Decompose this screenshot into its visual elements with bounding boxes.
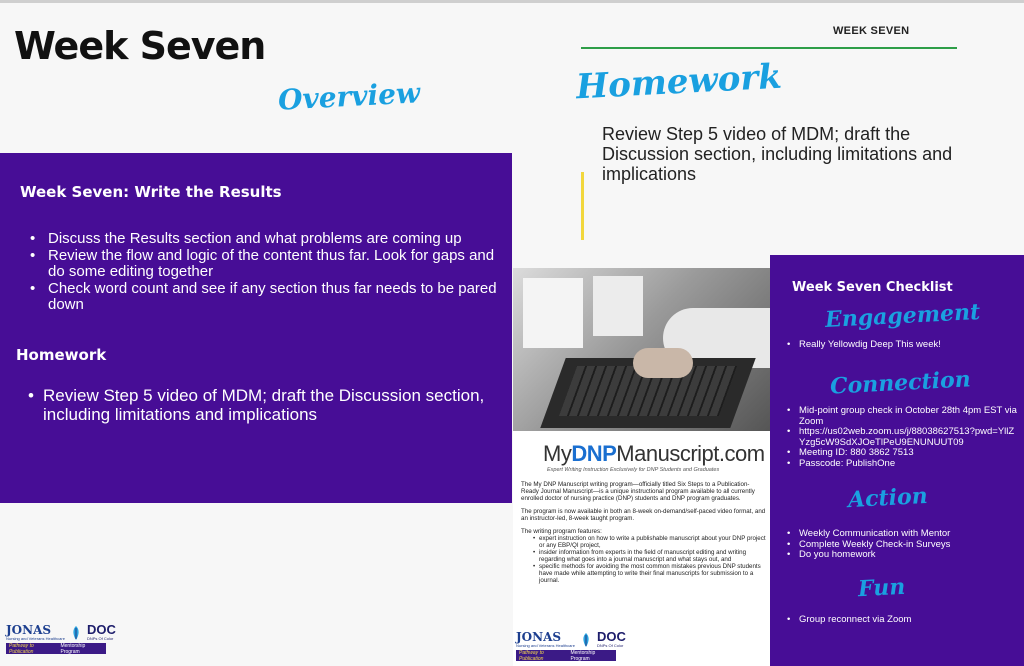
week-label: WEEK SEVEN [833,25,910,37]
mentorship-label: Mentorship Program [60,642,86,655]
homework-script-label: Homework [575,56,783,108]
list-item: • Discuss the Results section and what problems are coming up [30,231,508,248]
green-divider [581,47,957,49]
overview-heading: Week Seven: Write the Results [20,183,282,201]
list-item: • Check word count and see if any section thus far needs to be pared down [30,281,508,314]
doc-logo: DOC [86,622,116,637]
mentorship-banner [516,650,616,661]
sponsor-logos-left [6,624,116,654]
mentorship-banner [6,643,106,654]
flyer-body [521,481,766,584]
doc-subtitle: DNPs Of Color [596,643,624,648]
list-item: • Group reconnect via Zoom [787,615,1019,626]
yellow-accent-bar [581,172,584,240]
jonas-subtitle: Nursing and Veterans Healthcare [6,636,65,641]
homework-list [28,386,498,424]
flyer-paragraph: The My DNP Manuscript writing program—officially titled Six Steps to a Publication-Ready Journal Manuscript—is a unique instructional program available to all currently enrolled doctor of nursing practice (DNP) students and DNP program graduates. [521,481,755,502]
zoom-link[interactable]: • https://us02web.zoom.us/j/88038627513?pwd=YllZYzg5cW9SdXJOeTlPeU9ENUNUUT09 [787,427,1019,448]
mentorship-script: Pathway to Publication [519,649,544,662]
list-item: • insider information from experts in the field of manuscript editing and writing regarding what goes into a journal manuscript and what stays out, and [533,549,766,563]
flyer-features-intro: The writing program features: [521,528,602,535]
checklist-panel [770,255,1024,666]
feather-icon [71,626,81,640]
flyer-paragraph: The program is now available in both an 8-week on-demand/self-paced video format, and an instructor-led, 8-week taught program. [521,508,766,522]
jonas-logo: JONAS [6,623,52,637]
list-item: • expert instruction on how to write a publishable manuscript about your DNP project or any EBP/QI project, [533,535,766,549]
list-item: • Review Step 5 video of MDM; draft the Discussion section, including limitations and implications [28,386,498,424]
fun-list [787,615,1019,626]
overview-script-label: Overview [277,76,421,117]
mydnpmanuscript-logo: MyDNPManuscript.com [543,441,765,466]
engagement-list [787,340,1019,351]
doc-logo: DOC [596,629,626,644]
laptop-photo [513,268,770,431]
sponsor-logos-flyer [516,631,626,661]
homework-description: Review Step 5 video of MDM; draft the Discussion section, including limitations and implications [602,124,953,184]
mentorship-script: Pathway to Publication [9,642,34,655]
engagement-script-label: Engagement [824,298,981,334]
list-item: • Really Yellowdig Deep This week! [787,340,1019,351]
top-border [0,0,1024,3]
jonas-logo: JONAS [516,630,562,644]
list-item: • specific methods for avoiding the most common mistakes previous DNP students have made while attempting to write their final manuscripts for submission to a journal. [533,563,766,584]
list-item: • Passcode: PublishOne [787,459,1019,470]
checklist-heading: Week Seven Checklist [792,280,953,295]
list-item: • Complete Weekly Check-in Surveys [787,540,1019,551]
list-item: • Weekly Communication with Mentor [787,529,1019,540]
homework-heading: Homework [16,346,107,364]
page-title: Week Seven [14,24,266,68]
list-item: • Meeting ID: 880 3862 7513 [787,448,1019,459]
flyer-features-list [521,535,766,584]
action-script-label: Action [847,482,929,514]
list-item: • Review the flow and logic of the content thus far. Look for gaps and do some editing together [30,248,508,281]
mdm-flyer [513,431,770,666]
overview-panel [0,153,512,503]
connection-script-label: Connection [829,366,972,400]
list-item: • Do you homework [787,550,1019,561]
doc-subtitle: DNPs Of Color [86,636,114,641]
flyer-tagline: Expert Writing Instruction Exclusively for DNP Students and Graduates [547,467,720,473]
list-item: • Mid-point group check in October 28th 4pm EST via Zoom [787,406,1019,427]
fun-script-label: Fun [857,573,906,603]
feather-icon [581,633,591,647]
jonas-subtitle: Nursing and Veterans Healthcare [516,643,575,648]
connection-list [787,406,1019,469]
action-list [787,529,1019,561]
mentorship-label: Mentorship Program [570,649,596,662]
overview-list [30,231,508,314]
